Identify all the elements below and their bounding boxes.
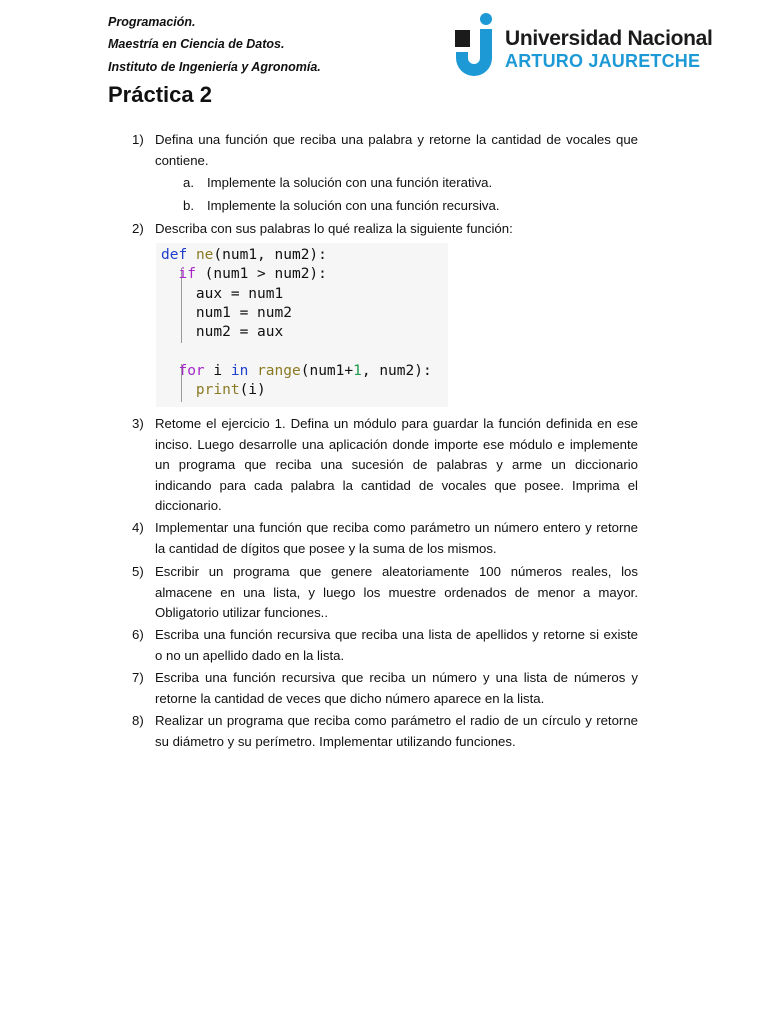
code-statement: num2 = aux [195, 324, 284, 340]
code-args: (i) [239, 382, 266, 398]
exercise-number: 7) [132, 670, 144, 685]
code-params: (num1, num2): [213, 247, 327, 263]
subitem-text: Implemente la solución con una función recursiva. [207, 198, 500, 213]
code-builtin: print [195, 382, 240, 398]
code-line [161, 246, 327, 265]
exercise-item [132, 711, 638, 752]
code-line [161, 265, 327, 284]
code-args: , num2): [361, 363, 432, 379]
code-statement: num1 = num2 [195, 305, 292, 321]
exercise-text: Describa con sus palabras lo qué realiza la siguiente función: [155, 221, 513, 236]
subitem-letter: a. [183, 175, 194, 190]
code-line [161, 285, 283, 304]
code-line [161, 381, 266, 400]
subitem [183, 175, 492, 190]
university-logo-mark [453, 12, 503, 76]
exercise-item [132, 130, 638, 171]
exercise-number: 5) [132, 564, 144, 579]
code-function-name: ne [195, 247, 214, 263]
code-keyword: if [178, 266, 196, 282]
exercise-number: 1) [132, 132, 144, 147]
exercise-text: Implementar una función que reciba como parámetro un número entero y retorne la cantidad de dígitos que posee y la suma de los mismos. [155, 520, 638, 556]
logo-name-line1: Universidad Nacional [505, 27, 713, 50]
exercise-item [132, 562, 638, 624]
page-title: Práctica 2 [108, 82, 212, 107]
exercise-item [132, 219, 638, 240]
subitem-letter: b. [183, 198, 194, 213]
subitem-text: Implemente la solución con una función iterativa. [207, 175, 493, 190]
code-block [156, 243, 448, 407]
code-condition: (num1 > num2): [195, 266, 327, 282]
code-line [161, 323, 283, 342]
code-number: 1 [353, 363, 362, 379]
exercise-number: 4) [132, 520, 144, 535]
code-line [161, 362, 432, 381]
header-institute: Instituto de Ingeniería y Agronomía. [108, 60, 321, 74]
code-keyword: def [161, 247, 188, 263]
code-line [161, 304, 292, 323]
code-keyword: in [230, 363, 249, 379]
header-course: Programación. [108, 15, 196, 29]
exercise-item [132, 668, 638, 709]
exercise-text: Retome el ejercicio 1. Defina un módulo para guardar la función definida en ese inciso. Luego desarrolle una aplicación donde importe ese módulo e implemente un programa que reciba una sucesión de palabras y arme un diccionario indicando para cada palabra la cantidad de vocales que posee. Imprima el diccionario. [155, 416, 638, 514]
exercise-number: 2) [132, 221, 144, 236]
header-program: Maestría en Ciencia de Datos. [108, 37, 285, 51]
exercise-text: Escribir un programa que genere aleatoriamente 100 números reales, los almacene en una lista, y luego los muestre ordenados de menor a mayor. Obligatorio utilizar funciones.. [155, 564, 638, 621]
code-builtin: range [257, 363, 301, 379]
code-statement: aux = num1 [195, 286, 284, 302]
university-logo [453, 12, 713, 76]
exercise-text: Realizar un programa que reciba como parámetro el radio de un círculo y retorne su diámetro y su perímetro. Implementar utilizando funciones. [155, 713, 638, 749]
code-keyword: for [178, 363, 205, 379]
subitem [183, 198, 499, 213]
exercise-number: 6) [132, 627, 144, 642]
exercise-item [132, 518, 638, 559]
exercise-number: 8) [132, 713, 144, 728]
exercise-text: Defina una función que reciba una palabra y retorne la cantidad de vocales que contiene. [155, 132, 638, 168]
logo-name-line2: ARTURO JAURETCHE [505, 51, 701, 71]
exercise-item [132, 414, 638, 517]
exercise-text: Escriba una función recursiva que reciba un número y una lista de números y retorne la cantidad de veces que dicho número aparece en la lista. [155, 670, 638, 706]
exercise-item [132, 625, 638, 666]
code-args: (num1+ [300, 363, 354, 379]
code-variable: i [204, 363, 231, 379]
exercise-text: Escriba una función recursiva que reciba una lista de apellidos y retorne si existe o no un apellido dado en la lista. [155, 627, 638, 663]
exercise-number: 3) [132, 416, 144, 431]
